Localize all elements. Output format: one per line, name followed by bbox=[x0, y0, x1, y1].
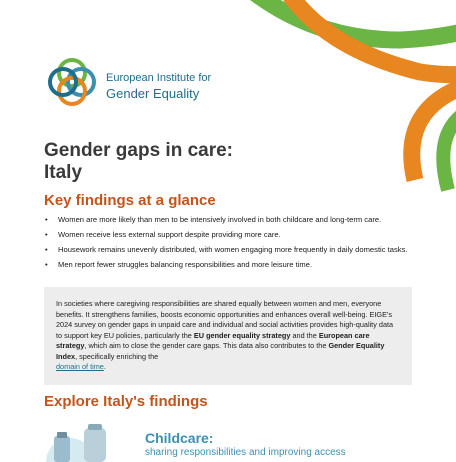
bullet-icon: • bbox=[45, 260, 48, 269]
title-line1: Gender gaps in care: bbox=[44, 140, 234, 161]
info-text: and the bbox=[290, 330, 319, 340]
page-title bbox=[44, 140, 233, 184]
strategy-name: EU gender equality strategy bbox=[193, 330, 291, 340]
bullet-icon: • bbox=[45, 230, 48, 239]
section-title: Childcare: bbox=[145, 430, 214, 446]
organization-name bbox=[106, 70, 211, 102]
index-name: Gender Equality Index bbox=[56, 341, 385, 361]
info-text: , specifically enriching the bbox=[75, 351, 159, 361]
explore-heading: Explore Italy's findings bbox=[44, 393, 208, 410]
finding-text: Women receive less external support despite providing more care. bbox=[58, 230, 281, 239]
info-text: . bbox=[103, 362, 106, 371]
list-item bbox=[44, 259, 424, 270]
domain-of-time-link[interactable]: domain of time bbox=[56, 362, 104, 371]
list-item bbox=[44, 244, 424, 255]
finding-text: Women are more likely than men to be intensively involved in both childcare and long-term care. bbox=[58, 215, 382, 224]
info-box bbox=[44, 287, 412, 385]
finding-text: Men report fewer struggles balancing responsibilities and more leisure time. bbox=[58, 260, 313, 269]
bullet-icon: • bbox=[45, 215, 48, 224]
list-item bbox=[44, 229, 424, 240]
bullet-icon: • bbox=[45, 245, 48, 254]
info-text: In societies where caregiving responsibilities are shared equally between women and men, everyone benefits. It strengthens families, boosts economic opportunities and enhances overall well-being. EIGE's 2024 survey on gender gaps in unpaid care and individual and social activities provides high-quality data to support key EU policies, particularly the bbox=[56, 299, 394, 340]
finding-text: Housework remains unevenly distributed, with women engaging more frequently in daily domestic tasks. bbox=[58, 245, 408, 254]
info-text: , which aim to close the gender care gaps. This data also contributes to the bbox=[84, 341, 329, 350]
org-name-line1: European Institute for bbox=[106, 72, 212, 84]
section-subtitle: sharing responsibilities and improving access bbox=[145, 447, 346, 458]
title-line2: Italy bbox=[44, 162, 83, 183]
childcare-icon bbox=[44, 422, 118, 462]
eige-logo bbox=[44, 54, 100, 110]
key-findings-heading: Key findings at a glance bbox=[44, 192, 216, 209]
org-name-line2: Gender Equality bbox=[106, 86, 200, 101]
strategy-name: European care strategy bbox=[56, 330, 370, 350]
key-findings-list bbox=[44, 214, 424, 274]
green-arc-lower bbox=[443, 110, 456, 190]
list-item bbox=[44, 214, 424, 225]
